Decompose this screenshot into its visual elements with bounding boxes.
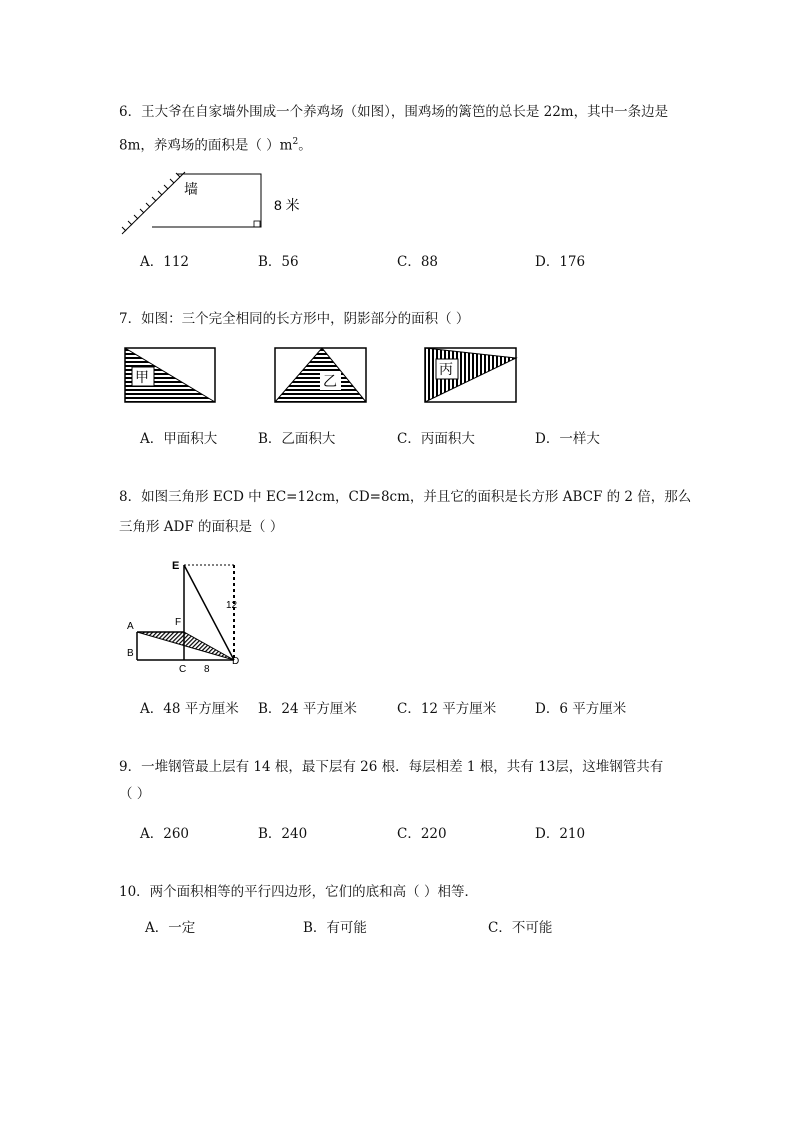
chicken-coop-figure — [115, 165, 315, 240]
point-b: B — [127, 648, 134, 659]
rectangle-bing — [425, 348, 516, 402]
option-d[interactable]: D．6 平方厘米 — [535, 701, 627, 717]
point-d: D — [232, 656, 240, 667]
option-b[interactable]: B．240 — [258, 826, 308, 842]
option-a[interactable]: A．48 平方厘米 — [140, 701, 239, 717]
label-cd-length: 8 — [204, 664, 210, 675]
option-c[interactable]: C．88 — [397, 254, 439, 270]
option-b[interactable]: B．乙面积大 — [258, 431, 336, 447]
question-8-line-1: 8．如图三角形 ECD 中 EC=12cm，CD=8cm，并且它的面积是长方形 ABCF 的 2 倍，那么 — [119, 489, 692, 505]
triangle-ecd-figure — [122, 556, 252, 676]
point-e: E — [172, 560, 180, 572]
fence-outline — [152, 174, 261, 227]
option-c[interactable]: C．12 平方厘米 — [397, 701, 497, 717]
question-9 — [119, 752, 689, 806]
option-a[interactable]: A．甲面积大 — [140, 431, 218, 447]
question-8 — [119, 482, 692, 542]
right-angle-mark — [254, 221, 260, 227]
question-6-line-2 — [119, 127, 689, 161]
option-a[interactable]: A．112 — [140, 254, 190, 270]
option-b[interactable]: B．24 平方厘米 — [258, 701, 357, 717]
superscript: 2 — [292, 137, 299, 147]
label-yi: 乙 — [323, 373, 337, 389]
question-10-line-1: 10．两个面积相等的平行四边形，它们的底和高（ ）相等． — [119, 884, 478, 900]
label-ec-length: 12 — [226, 600, 238, 611]
wall-label: 墙 — [184, 181, 198, 197]
side-length-label: 8 米 — [274, 197, 300, 213]
question-6-text: 8m，养鸡场的面积是（ ）m — [119, 137, 293, 154]
option-a[interactable]: A．一定 — [145, 920, 196, 936]
rectangle-jia — [125, 348, 215, 402]
question-9-line-2: （ ） — [119, 786, 151, 802]
rectangle-yi — [275, 348, 366, 402]
option-d[interactable]: D．一样大 — [535, 431, 600, 447]
option-c[interactable]: C．不可能 — [488, 920, 553, 936]
question-6 — [119, 97, 689, 161]
question-7 — [119, 304, 689, 334]
question-10 — [119, 877, 689, 907]
option-c[interactable]: C．丙面积大 — [397, 431, 475, 447]
question-8-line-2: 三角形 ADF 的面积是（ ） — [119, 519, 284, 535]
question-9-line-1: 9．一堆钢管最上层有 14 根，最下层有 26 根．每层相差 1 根，共有 13层，这堆钢管共有 — [119, 759, 664, 775]
option-a[interactable]: A．260 — [140, 826, 190, 842]
option-b[interactable]: B．有可能 — [303, 920, 367, 936]
label-jia: 甲 — [135, 369, 149, 385]
point-f: F — [175, 617, 182, 628]
question-7-line-1: 7．如图：三个完全相同的长方形中，阴影部分的面积（ ） — [119, 311, 470, 327]
option-c[interactable]: C．220 — [397, 826, 447, 842]
option-d[interactable]: D．210 — [535, 826, 586, 842]
question-6-punct: 。 — [298, 137, 312, 154]
option-b[interactable]: B．56 — [258, 254, 299, 270]
point-a: A — [127, 621, 134, 632]
question-6-line-1: 6．王大爷在自家墙外围成一个养鸡场（如图），围鸡场的篱笆的总长是 22m，其中一条边是 — [119, 104, 669, 120]
point-c: C — [179, 664, 187, 675]
wall-hatching — [122, 172, 185, 234]
label-bing: 丙 — [439, 361, 453, 377]
option-d[interactable]: D．176 — [535, 254, 586, 270]
three-rectangles-figure — [120, 345, 520, 407]
